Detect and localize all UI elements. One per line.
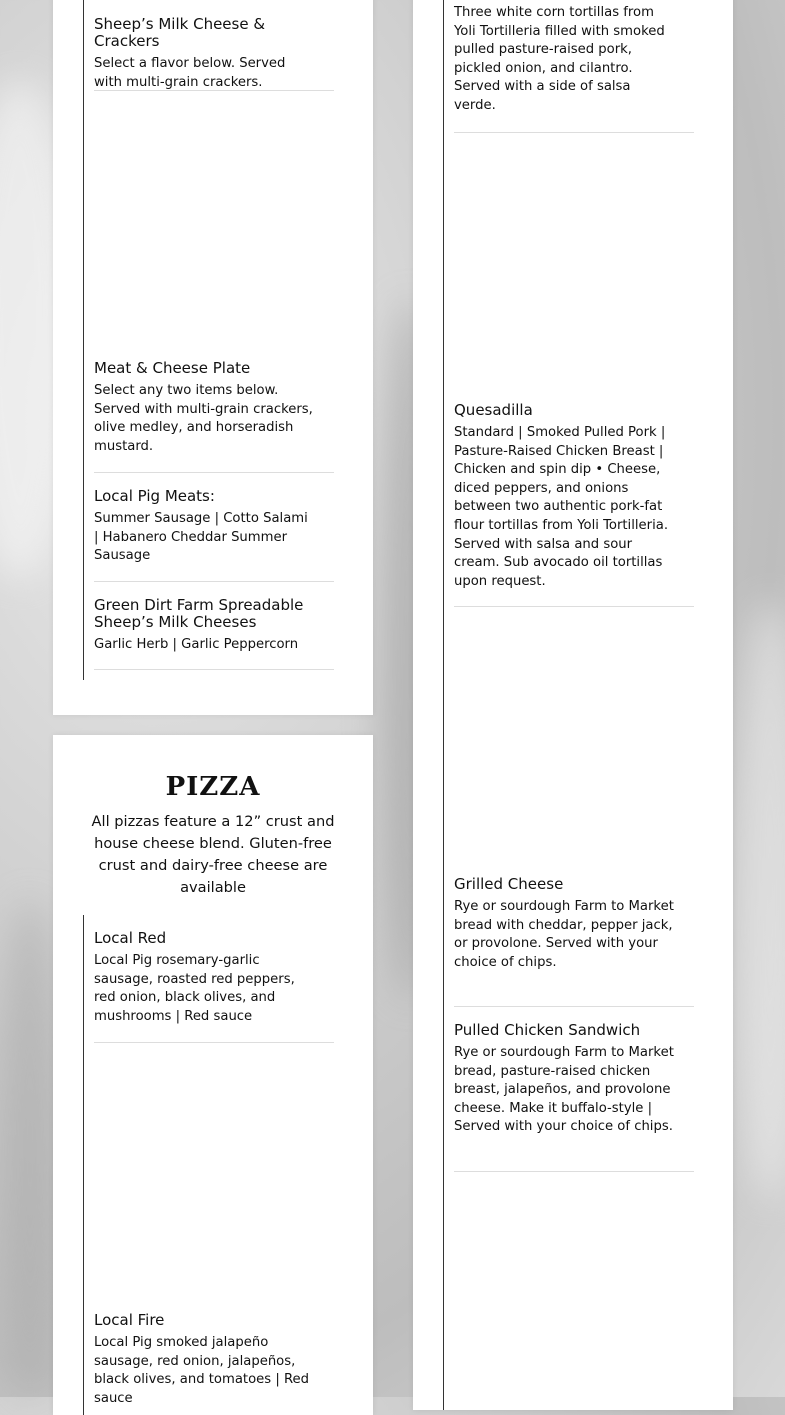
menu-item[interactable] bbox=[94, 930, 334, 1026]
menu-item[interactable] bbox=[454, 1022, 694, 1137]
menu-item[interactable] bbox=[454, 4, 694, 116]
divider bbox=[94, 1042, 334, 1043]
menu-card-mains bbox=[413, 0, 733, 1410]
divider bbox=[94, 472, 334, 473]
menu-item[interactable] bbox=[94, 597, 334, 655]
menu-item[interactable] bbox=[454, 402, 694, 591]
item-title: Local Fire bbox=[94, 1311, 165, 1329]
item-description: Three white corn tortillas from Yoli Tortilleria filled with smoked pulled pasture-raised pork, pickled onion, and cilantro. Served with a side of salsa verde. bbox=[454, 5, 665, 113]
item-title: Local Red bbox=[94, 929, 167, 947]
divider bbox=[94, 669, 334, 670]
menu-item[interactable] bbox=[94, 1312, 334, 1408]
item-description: Local Pig smoked jalapeño sausage, red onion, jalapeños, black olives, and tomatoes | Red sauce bbox=[94, 1335, 310, 1406]
item-title: Grilled Cheese bbox=[454, 875, 564, 893]
background-texture bbox=[0, 900, 60, 1400]
menu-card-pizza bbox=[53, 735, 373, 1415]
item-description: Select any two items below. Served with multi-grain crackers, olive medley, and horseradish mustard. bbox=[94, 383, 313, 454]
divider bbox=[94, 581, 334, 582]
item-description: Standard | Smoked Pulled Pork | Pasture-Raised Chicken Breast | Chicken and spin dip • Cheese, diced peppers, and onions between two authentic pork-fat flour tortillas from Yoli Tortilleria. Served with salsa and sour cream. Sub avocado oil tortillas upon request. bbox=[454, 425, 669, 589]
divider bbox=[454, 1006, 694, 1007]
item-title: Quesadilla bbox=[454, 401, 533, 419]
divider bbox=[454, 1171, 694, 1172]
card-rail bbox=[83, 915, 84, 1415]
item-description: Rye or sourdough Farm to Market bread with cheddar, pepper jack, or provolone. Served with your choice of chips. bbox=[454, 899, 674, 970]
section-title: PIZZA bbox=[165, 772, 261, 802]
item-description: Summer Sausage | Cotto Salami | Habanero Cheddar Summer Sausage bbox=[94, 511, 308, 564]
item-title: Sheep’s Milk Cheese & Crackers bbox=[94, 15, 266, 50]
divider bbox=[94, 90, 334, 91]
divider bbox=[454, 132, 694, 133]
item-description: Garlic Herb | Garlic Peppercorn bbox=[94, 637, 299, 652]
menu-item[interactable] bbox=[454, 876, 694, 972]
item-description: Local Pig rosemary-garlic sausage, roasted red peppers, red onion, black olives, and mushrooms | Red sauce bbox=[94, 953, 295, 1024]
section-intro: All pizzas feature a 12” crust and house cheese blend. Gluten-free crust and dairy-free cheese are available bbox=[91, 813, 335, 896]
card-rail bbox=[83, 0, 84, 680]
background-texture bbox=[730, 600, 785, 1200]
menu-item[interactable] bbox=[94, 488, 334, 566]
item-title: Green Dirt Farm Spreadable Sheep’s Milk Cheeses bbox=[94, 596, 304, 631]
item-title: Pulled Chicken Sandwich bbox=[454, 1021, 641, 1039]
divider bbox=[454, 606, 694, 607]
menu-card-cheese bbox=[53, 0, 373, 715]
menu-item[interactable] bbox=[94, 360, 334, 456]
item-title: Local Pig Meats: bbox=[94, 487, 215, 505]
item-description: Rye or sourdough Farm to Market bread, pasture-raised chicken breast, jalapeños, and provolone cheese. Make it buffalo-style | Served with your choice of chips. bbox=[454, 1045, 674, 1135]
item-description: Select a flavor below. Served with multi-grain crackers. bbox=[94, 56, 286, 90]
item-title: Meat & Cheese Plate bbox=[94, 359, 251, 377]
card-rail bbox=[443, 0, 444, 1410]
menu-item[interactable] bbox=[94, 16, 334, 92]
